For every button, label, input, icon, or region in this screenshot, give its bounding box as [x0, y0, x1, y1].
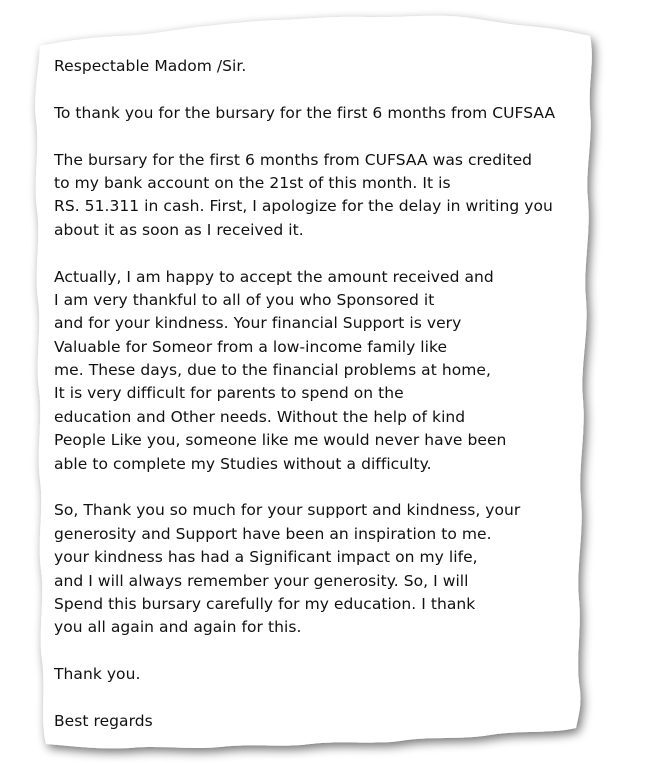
- paragraph-3-line: and I will always remember your generosity. So, I will: [54, 571, 469, 590]
- letter-salutation: Respectable Madom /Sir.: [54, 57, 247, 75]
- paragraph-2-line: education and Other needs. Without the help of kind: [54, 407, 466, 426]
- letter-subject: To thank you for the bursary for the first 6 months from CUFSAA: [54, 103, 556, 122]
- paragraph-3-line: So, Thank you so much for your support and kindness, your: [54, 501, 521, 520]
- paragraph-2-line: Valuable for Someor from a low-income family like: [54, 337, 448, 356]
- paragraph-2-line: It is very difficult for parents to spend on the: [54, 384, 404, 403]
- paragraph-2-line: me. These days, due to the financial problems at home,: [54, 361, 491, 380]
- paragraph-3-line: you all again and again for this.: [54, 618, 302, 637]
- paragraph-2-line: People Like you, someone like me would never have been: [54, 431, 507, 450]
- letter-body: [54, 55, 594, 733]
- paragraph-2-line: able to complete my Studies without a difficulty.: [54, 454, 432, 473]
- paragraph-3-line: your kindness has had a Significant impact on my life,: [54, 548, 478, 567]
- paragraph-1-line: to my bank account on the 21st of this month. It is: [54, 173, 451, 192]
- paragraph-3-line: generosity and Support have been an inspiration to me.: [54, 524, 492, 543]
- letter-closing: Best regards: [54, 711, 153, 730]
- paragraph-2-line: and for your kindness. Your financial Support is very: [54, 314, 462, 333]
- paragraph-1-line: RS. 51.311 in cash. First, I apologize for the delay in writing you: [54, 197, 553, 216]
- paragraph-1-line: The bursary for the first 6 months from CUFSAA was credited: [54, 150, 533, 169]
- paragraph-2-line: Actually, I am happy to accept the amount received and: [54, 267, 494, 286]
- paragraph-3-line: Spend this bursary carefully for my education. I thank: [54, 594, 476, 613]
- letter-thanks: Thank you.: [54, 665, 141, 684]
- paragraph-1-line: about it as soon as I received it.: [54, 220, 304, 239]
- paragraph-2-line: I am very thankful to all of you who Sponsored it: [54, 290, 435, 309]
